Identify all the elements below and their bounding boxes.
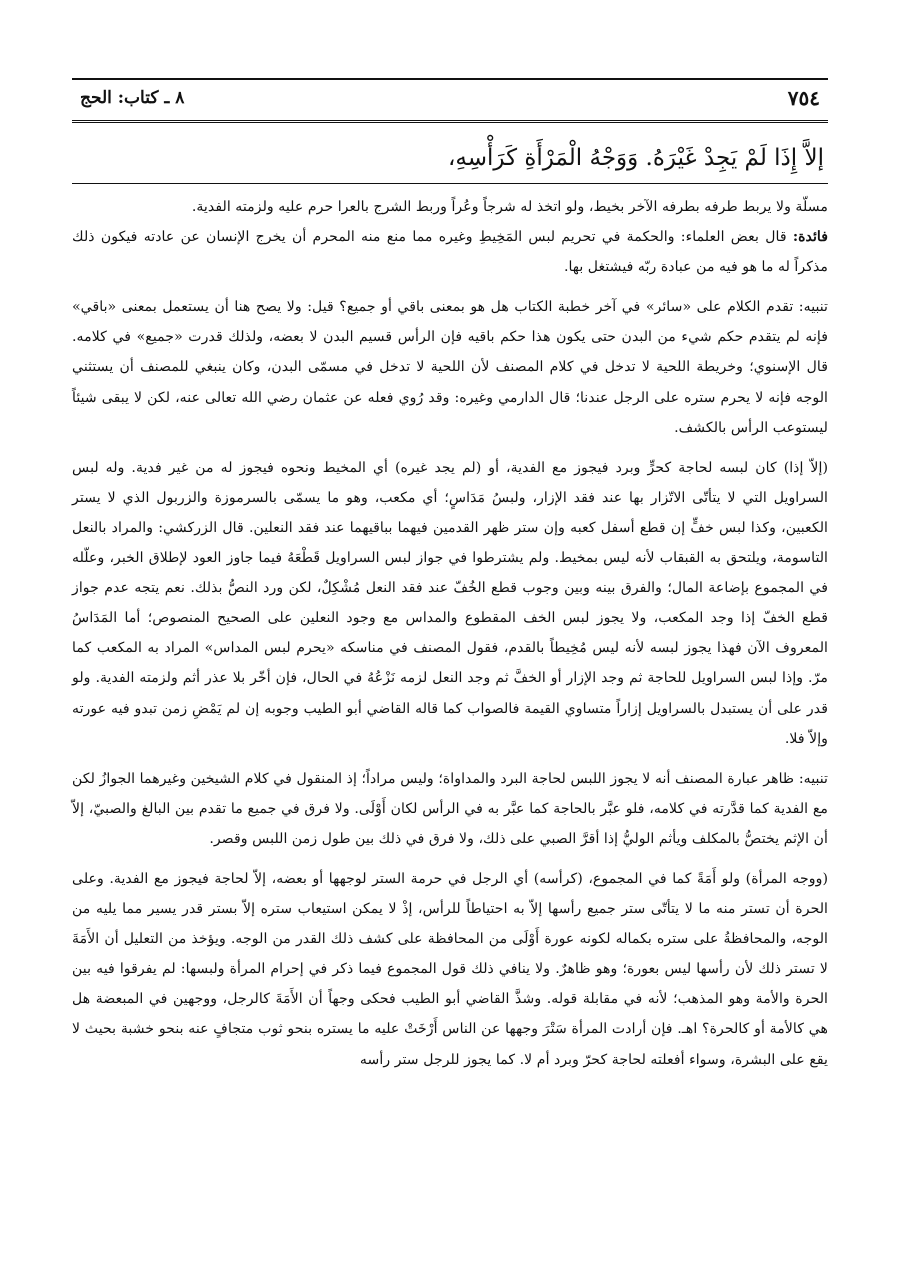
matn-text: إلاَّ إِذَا لَمْ يَجِدْ غَيْرَهُ. وَوَجْهُ الْمَرْأَةِ كَرَأْسِهِ، [72,141,828,184]
paragraph-illa-idha: (إلاّ إذا) كان لبسه لحاجة كحرٍّ وبرد فيجوز مع الفدية، أو (لم يجد غيره) أي المخيط ونحوه فيجوز له من غير فدية. وله لبس السراويل التي لا يتأتّى الاتّزار بها عند فقد الإزار، ولبسُ مَدَاسٍ؛ أي مكعب، وهو ما يسمّى بالسرموزة والزربول الذي لا يستر الكعبين، وكذا لبس خفٍّ إن قطع أسفل كعبه وإن ستر ظهر القدمين فيهما بباقيهما عند فقد النعلين. قال الزركشي: والمراد بالنعل التاسومة، ويلتحق به القبقاب لأنه ليس بمخيط. ولم يشترطوا في جواز لبس السراويل قَطْعَهُ فيما جاوز العود لإطلاق الخبر، وعلّله في المجموع بإضاعة المال؛ والفرق بينه وبين وجوب قطع الخُفّ عند فقد النعل مُشْكِلٌ، لكن ورد النصُّ بذلك. نعم يتجه عدم جواز قطع الخفّ إذا وجد المكعب، ولا يجوز لبس الخف المقطوع والمداس مع وجود النعلين على الصحيح المنصوص؛ أما المَدَاسُ المعروف الآن فهذا يجوز لبسه لأنه ليس مُخِيطاً بالقدم، فقول المصنف في مناسكه «يحرم لبس المداس» المراد به المكعب كما مرّ. وإذا لبس السراويل للحاجة ثم وجد الإزار أو الخفَّ ثم وجد النعل لزمه نَزْعُهُ في الحال، فإن أخّر بلا عذر أثم ولزمته الفدية. ولو قدر على أن يستبدل بالسراويل إزاراً متساوي القيمة فالصواب كما قاله القاضي أبو الطيب وجوبه إن لم يَمْضِ زمن تبدو فيه عورته وإلاّ فلا. [72,459,828,747]
paragraph-tanbih-1: تنبيه: تقدم الكلام على «سائر» في آخر خطبة الكتاب هل هو بمعنى باقي أو جميع؟ قيل: ولا يصح هنا أن يستعمل بمعنى «باقي» فإنه لم يتقدم حكم شيء من البدن حتى يكون هذا حكم باقيه فإن الرأس قسيم البدن لا بعضه، ولذلك قدرت «جميع» في كلامه. قال الإسنوي؛ وخريطة اللحية لا تدخل في كلام المصنف لأن اللحية لا تدخل في مسمّى البدن، وكان ينبغي للمصنف أن يستثني الوجه فإنه لا يحرم ستره على الرجل عندنا؛ قال الدارمي وغيره: وقد رُوي فعله عن عثمان رضي الله تعالى عنه، لكن لا يبقى شيئاً ليستوعب الرأس بالكشف. [72,299,828,436]
paragraph: مسلّة ولا يربط طرفه بطرفه الآخر بخيط، ولو اتخذ له شرجاً وعُراً وربط الشرج بالعرا حرم عليه ولزمته الفدية. [191,199,828,215]
commentary [72,192,828,1075]
paragraph-faida [72,222,828,282]
page-header [72,78,828,123]
faida-text: قال بعض العلماء: والحكمة في تحريم لبس المَخِيطِ وغيره مما منع منه المحرم أن يخرج الإنسان عن عادته فيكون ذلك مذكراً له ما هو فيه من عبادة ربّه فيشتغل بها. [72,229,828,276]
book-page [72,78,828,1075]
paragraph-wajh-almarah: (ووجه المرأة) ولو أَمَةً كما في المجموع، (كرأسه) أي الرجل في حرمة الستر لوجهها أو بعضه، إلاّ لحاجة فيجوز مع الفدية. وعلى الحرة أن تستر منه ما لا يتأتّى ستر جميع رأسها إلاّ به احتياطاً للرأس، إذْ لا يمكن استيعاب ستره إلاّ بستر قدر يسير مما يليه من الوجه، والمحافظةُ على ستره بكماله لكونه عورة أَوْلَى من المحافظة على كشف ذلك القدر من الوجه. ويؤخذ من التعليل أن الأَمَةَ لا تستر ذلك لأن رأسها ليس بعورة؛ وهو ظاهرٌ. ولا ينافي ذلك قول المجموع فيما ذكر في إحرام المرأة ولبسها: لم يفرقوا فيه بين الحرة والأمة وهو المذهب؛ لأنه في مقابلة قوله. وشذَّ القاضي أبو الطيب فحكى وجهاً أن الأَمَةَ كالرجل، ووجهين في المبعضة هل هي كالأمة أو كالحرة؟ اهـ. فإن أرادت المرأة سَتْرَ وجهها عن الناس أَرْخَتْ عليه ما يستره بنحو ثوب متجافٍ عنه بنحو خشبة بحيث لا يقع على البشرة، وسواء أفعلته لحاجة كحرّ وبرد أم لا. كما يجوز للرجل ستر رأسه [72,870,828,1068]
page-number: ٧٥٤ [787,86,820,110]
faida-label: فائدة: [792,229,828,246]
paragraph-tanbih-2: تنبيه: ظاهر عبارة المصنف أنه لا يجوز اللبس لحاجة البرد والمداواة؛ وليس مراداً؛ إذ المنقول في كلام الشيخين وغيرهما الجوازُ لكن مع الفدية كما قدَّرته في كلامه، فلو عبَّر بالحاجة كما عبَّر به في الرأس لكان أَوْلَى. ولا فرق في جميع ما تقدم بين البالغ والصبيّ، إلاّ أن الإثم يختصُّ بالمكلف ويأثم الوليُّ إذا أقرَّ الصبي على ذلك، ولا فرق في ذلك بين طول زمن اللبس وقصر. [72,770,828,847]
book-title: ٨ ـ كتاب: الحج [80,88,185,108]
